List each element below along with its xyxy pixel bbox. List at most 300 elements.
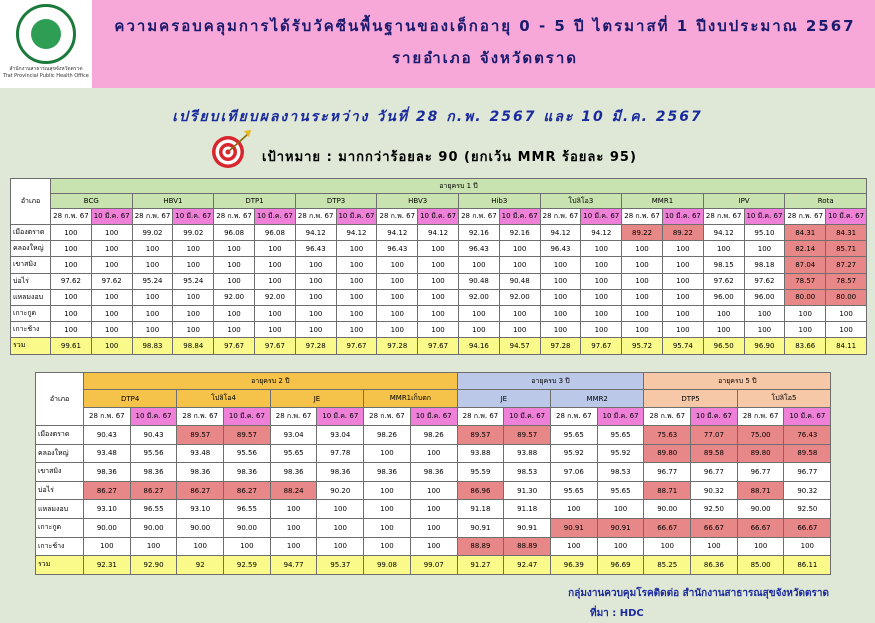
district-name: บ่อไร่	[36, 481, 84, 500]
vaccine-header: MMR1	[622, 194, 704, 209]
coverage-value: 86.27	[177, 481, 224, 500]
coverage-value: 85.25	[644, 556, 691, 575]
coverage-value: 90.91	[597, 518, 644, 537]
coverage-value: 96.43	[540, 241, 581, 257]
coverage-value: 100	[91, 305, 132, 321]
coverage-value: 100	[364, 444, 411, 463]
coverage-value: 95.59	[457, 463, 504, 482]
vaccine-header: MMR1เก็บตก	[364, 390, 457, 408]
coverage-value: 100	[410, 537, 457, 556]
coverage-value: 100	[132, 322, 173, 338]
coverage-value: 89.57	[224, 426, 271, 445]
coverage-value: 100	[214, 273, 255, 289]
date-header: 10 มี.ค. 67	[224, 408, 271, 426]
coverage-value: 100	[214, 241, 255, 257]
coverage-value: 92.00	[254, 289, 295, 305]
coverage-value: 97.28	[540, 338, 581, 354]
footer-department: กลุ่มงานควบคุมโรคติดต่อ สำนักงานสาธารณสุขจังหวัดตราด	[568, 588, 829, 599]
coverage-value: 100	[364, 500, 411, 519]
coverage-value: 100	[132, 241, 173, 257]
table-row	[36, 500, 831, 519]
coverage-value: 91.27	[457, 556, 504, 575]
date-header: 10 มี.ค. 67	[130, 408, 177, 426]
coverage-value: 88.71	[644, 481, 691, 500]
coverage-value: 98.53	[504, 463, 551, 482]
coverage-value: 82.14	[785, 241, 826, 257]
coverage-value: 94.12	[581, 225, 622, 241]
date-header: 10 มี.ค. 67	[336, 209, 377, 225]
coverage-value: 91.30	[504, 481, 551, 500]
district-name: เกาะกูด	[36, 518, 84, 537]
table-age-1	[10, 178, 867, 355]
coverage-value: 86.11	[784, 556, 831, 575]
coverage-value: 97.67	[254, 338, 295, 354]
coverage-value: 92	[177, 556, 224, 575]
coverage-value: 96.43	[377, 241, 418, 257]
district-name: รวม	[11, 338, 51, 354]
coverage-value: 93.48	[84, 444, 131, 463]
coverage-value: 94.12	[336, 225, 377, 241]
coverage-value: 100	[132, 257, 173, 273]
coverage-value: 100	[336, 241, 377, 257]
coverage-value: 87.04	[785, 257, 826, 273]
coverage-value: 100	[173, 322, 214, 338]
date-header: 10 มี.ค. 67	[581, 209, 622, 225]
coverage-value: 100	[540, 273, 581, 289]
coverage-value: 97.78	[317, 444, 364, 463]
table-row	[36, 518, 831, 537]
coverage-value: 100	[458, 257, 499, 273]
coverage-value: 100	[785, 305, 826, 321]
coverage-value: 100	[51, 257, 92, 273]
coverage-value: 95.65	[597, 481, 644, 500]
coverage-value: 100	[130, 537, 177, 556]
date-header: 10 มี.ค. 67	[317, 408, 364, 426]
coverage-value: 90.91	[457, 518, 504, 537]
coverage-value: 100	[499, 305, 540, 321]
coverage-value: 100	[177, 537, 224, 556]
coverage-value: 98.83	[132, 338, 173, 354]
coverage-value: 92.31	[84, 556, 131, 575]
coverage-value: 100	[622, 289, 663, 305]
coverage-value: 100	[540, 305, 581, 321]
coverage-value: 97.62	[91, 273, 132, 289]
coverage-value: 100	[410, 481, 457, 500]
coverage-value: 95.56	[130, 444, 177, 463]
coverage-value: 100	[377, 289, 418, 305]
coverage-value: 92.59	[224, 556, 271, 575]
coverage-value: 95.37	[317, 556, 364, 575]
vaccine-header: โปลิโอ5	[737, 390, 830, 408]
date-header: 28 ก.พ. 67	[644, 408, 691, 426]
table-row	[36, 481, 831, 500]
coverage-value: 97.28	[295, 338, 336, 354]
coverage-value: 100	[214, 305, 255, 321]
coverage-value: 100	[737, 537, 784, 556]
vaccine-header: JE	[457, 390, 550, 408]
date-header: 10 มี.ค. 67	[597, 408, 644, 426]
coverage-value: 96.39	[550, 556, 597, 575]
coverage-value: 95.92	[550, 444, 597, 463]
coverage-value: 83.66	[785, 338, 826, 354]
date-header: 10 มี.ค. 67	[173, 209, 214, 225]
coverage-value: 100	[336, 273, 377, 289]
district-name: เขาสมิง	[36, 463, 84, 482]
coverage-value: 86.96	[457, 481, 504, 500]
vaccine-header: Hib3	[458, 194, 540, 209]
table-row	[36, 444, 831, 463]
date-header: 10 มี.ค. 67	[254, 209, 295, 225]
coverage-value: 100	[84, 537, 131, 556]
comparison-title: เปรียบเทียบผลงานระหว่าง วันที่ 28 ก.พ. 2567 และ 10 มี.ค. 2567	[172, 109, 703, 125]
coverage-value: 90.91	[550, 518, 597, 537]
coverage-value: 75.00	[737, 426, 784, 445]
coverage-value: 93.10	[84, 500, 131, 519]
coverage-value: 100	[377, 273, 418, 289]
coverage-value: 100	[132, 289, 173, 305]
coverage-value: 100	[91, 322, 132, 338]
table-age-2-3-5	[35, 372, 831, 575]
date-header: 28 ก.พ. 67	[177, 408, 224, 426]
coverage-value: 100	[254, 305, 295, 321]
coverage-value: 92.00	[214, 289, 255, 305]
district-name: เกาะกูด	[11, 305, 51, 321]
coverage-value: 86.27	[130, 481, 177, 500]
coverage-value: 100	[51, 225, 92, 241]
coverage-value: 94.12	[377, 225, 418, 241]
coverage-value: 98.36	[364, 463, 411, 482]
coverage-value: 100	[254, 241, 295, 257]
coverage-value: 100	[377, 257, 418, 273]
coverage-value: 90.00	[84, 518, 131, 537]
coverage-value: 98.26	[364, 426, 411, 445]
district-name: เมืองตราด	[11, 225, 51, 241]
coverage-value: 92.50	[691, 500, 738, 519]
coverage-value: 100	[377, 322, 418, 338]
coverage-value: 86.27	[84, 481, 131, 500]
logo-caption-en: Trat Provincial Public Health Office	[3, 73, 89, 79]
coverage-value: 100	[91, 225, 132, 241]
logo-seal	[16, 4, 76, 64]
age-group-header: อายุครบ 1 ปี	[51, 179, 867, 194]
coverage-value: 96.69	[597, 556, 644, 575]
coverage-value: 100	[132, 305, 173, 321]
coverage-value: 97.67	[581, 338, 622, 354]
coverage-value: 95.65	[550, 426, 597, 445]
coverage-value: 100	[499, 257, 540, 273]
coverage-value: 77.07	[691, 426, 738, 445]
coverage-value: 100	[364, 481, 411, 500]
coverage-value: 90.43	[84, 426, 131, 445]
coverage-value: 100	[270, 500, 317, 519]
date-header: 10 มี.ค. 67	[410, 408, 457, 426]
coverage-value: 100	[458, 322, 499, 338]
coverage-value: 100	[317, 518, 364, 537]
coverage-value: 100	[691, 537, 738, 556]
coverage-value: 80.00	[785, 289, 826, 305]
coverage-value: 100	[173, 305, 214, 321]
coverage-value: 100	[581, 273, 622, 289]
coverage-value: 100	[364, 518, 411, 537]
coverage-value: 92.16	[458, 225, 499, 241]
coverage-value: 87.27	[826, 257, 867, 273]
coverage-value: 100	[499, 241, 540, 257]
coverage-value: 89.22	[662, 225, 703, 241]
target-goal: เป้าหมาย : มากกว่าร้อยละ 90 (ยกเว้น MMR ร้อยละ 95)	[262, 150, 637, 165]
district-name: เขาสมิง	[11, 257, 51, 273]
coverage-value: 100	[418, 273, 459, 289]
coverage-value: 96.08	[254, 225, 295, 241]
vaccine-header: MMR2	[550, 390, 643, 408]
table-row	[36, 537, 831, 556]
district-name: เมืองตราด	[36, 426, 84, 445]
coverage-value: 100	[662, 257, 703, 273]
coverage-value: 95.65	[550, 481, 597, 500]
table-row	[11, 257, 867, 273]
coverage-value: 100	[744, 305, 785, 321]
date-header: 28 ก.พ. 67	[51, 209, 92, 225]
coverage-value: 100	[458, 305, 499, 321]
coverage-value: 100	[703, 241, 744, 257]
coverage-value: 92.00	[458, 289, 499, 305]
coverage-value: 100	[91, 289, 132, 305]
coverage-value: 84.11	[826, 338, 867, 354]
coverage-value: 90.91	[504, 518, 551, 537]
coverage-value: 95.92	[597, 444, 644, 463]
coverage-value: 97.62	[703, 273, 744, 289]
coverage-value: 98.36	[224, 463, 271, 482]
vaccine-header: DTP5	[644, 390, 737, 408]
coverage-value: 92.00	[499, 289, 540, 305]
coverage-value: 100	[336, 289, 377, 305]
coverage-value: 86.36	[691, 556, 738, 575]
coverage-value: 100	[295, 273, 336, 289]
coverage-value: 88.89	[457, 537, 504, 556]
district-header: อำเภอ	[36, 373, 84, 426]
coverage-value: 90.00	[224, 518, 271, 537]
coverage-value: 90.32	[784, 481, 831, 500]
coverage-value: 100	[744, 322, 785, 338]
table-row	[36, 556, 831, 575]
district-name: เกาะช้าง	[11, 322, 51, 338]
coverage-value: 100	[581, 289, 622, 305]
coverage-value: 66.67	[644, 518, 691, 537]
district-name: บ่อไร่	[11, 273, 51, 289]
coverage-value: 100	[410, 500, 457, 519]
coverage-value: 98.36	[317, 463, 364, 482]
logo-caption	[2, 66, 90, 80]
coverage-value: 100	[410, 444, 457, 463]
coverage-value: 99.02	[132, 225, 173, 241]
coverage-value: 94.12	[703, 225, 744, 241]
coverage-value: 78.57	[826, 273, 867, 289]
coverage-value: 100	[662, 289, 703, 305]
coverage-value: 95.56	[224, 444, 271, 463]
coverage-value: 92.16	[499, 225, 540, 241]
coverage-value: 66.67	[737, 518, 784, 537]
coverage-value: 96.43	[458, 241, 499, 257]
vaccine-header: JE	[270, 390, 363, 408]
vaccine-header: โปลิโอ4	[177, 390, 270, 408]
coverage-value: 85.00	[737, 556, 784, 575]
coverage-value: 84.31	[826, 225, 867, 241]
coverage-value: 96.77	[691, 463, 738, 482]
logo-caption-th: สำนักงานสาธารณสุขจังหวัดตราด	[9, 66, 83, 72]
date-header: 28 ก.พ. 67	[785, 209, 826, 225]
coverage-value: 99.02	[173, 225, 214, 241]
vaccine-header: DTP3	[295, 194, 377, 209]
coverage-value: 93.10	[177, 500, 224, 519]
coverage-value: 84.31	[785, 225, 826, 241]
district-name: เกาะช้าง	[36, 537, 84, 556]
coverage-value: 78.57	[785, 273, 826, 289]
coverage-value: 100	[254, 322, 295, 338]
coverage-value: 95.24	[173, 273, 214, 289]
coverage-value: 100	[336, 305, 377, 321]
coverage-value: 98.53	[597, 463, 644, 482]
coverage-value: 100	[826, 305, 867, 321]
coverage-value: 100	[51, 241, 92, 257]
table-row	[36, 463, 831, 482]
coverage-value: 96.00	[744, 289, 785, 305]
coverage-value: 100	[784, 537, 831, 556]
coverage-value: 100	[581, 322, 622, 338]
coverage-value: 90.48	[499, 273, 540, 289]
coverage-value: 90.00	[177, 518, 224, 537]
coverage-value: 89.80	[737, 444, 784, 463]
coverage-value: 96.50	[703, 338, 744, 354]
date-header: 28 ก.พ. 67	[364, 408, 411, 426]
date-header: 10 มี.ค. 67	[744, 209, 785, 225]
coverage-value: 89.22	[622, 225, 663, 241]
coverage-value: 93.88	[504, 444, 551, 463]
table-row	[11, 241, 867, 257]
coverage-value: 93.88	[457, 444, 504, 463]
coverage-value: 100	[662, 273, 703, 289]
coverage-value: 66.67	[691, 518, 738, 537]
table-row	[11, 338, 867, 354]
coverage-value: 100	[270, 518, 317, 537]
age-group-header: อายุครบ 5 ปี	[644, 373, 831, 390]
coverage-value: 89.80	[644, 444, 691, 463]
coverage-value: 100	[499, 322, 540, 338]
date-header: 10 มี.ค. 67	[418, 209, 459, 225]
coverage-value: 100	[336, 257, 377, 273]
coverage-value: 96.00	[703, 289, 744, 305]
coverage-value: 92.50	[784, 500, 831, 519]
coverage-value: 91.18	[457, 500, 504, 519]
table-row	[11, 289, 867, 305]
dartboard-icon	[210, 128, 252, 170]
coverage-value: 100	[51, 305, 92, 321]
coverage-value: 100	[540, 257, 581, 273]
coverage-value: 100	[317, 500, 364, 519]
coverage-value: 75.63	[644, 426, 691, 445]
coverage-value: 100	[91, 241, 132, 257]
coverage-value: 97.67	[214, 338, 255, 354]
coverage-value: 95.10	[744, 225, 785, 241]
coverage-value: 96.43	[295, 241, 336, 257]
coverage-value: 100	[540, 322, 581, 338]
coverage-value: 97.06	[550, 463, 597, 482]
coverage-value: 100	[703, 322, 744, 338]
date-header: 28 ก.พ. 67	[550, 408, 597, 426]
coverage-value: 100	[581, 305, 622, 321]
coverage-value: 98.36	[410, 463, 457, 482]
date-header: 28 ก.พ. 67	[703, 209, 744, 225]
coverage-value: 100	[270, 537, 317, 556]
district-name: แหลมงอบ	[36, 500, 84, 519]
coverage-value: 100	[254, 273, 295, 289]
coverage-value: 92.90	[130, 556, 177, 575]
vaccine-header: DTP1	[214, 194, 296, 209]
coverage-value: 96.77	[784, 463, 831, 482]
coverage-value: 85.71	[826, 241, 867, 257]
coverage-value: 94.12	[295, 225, 336, 241]
coverage-value: 100	[295, 322, 336, 338]
vaccine-header: BCG	[51, 194, 133, 209]
coverage-value: 89.58	[784, 444, 831, 463]
coverage-value: 98.36	[177, 463, 224, 482]
coverage-value: 100	[622, 241, 663, 257]
coverage-value: 100	[597, 500, 644, 519]
coverage-value: 100	[51, 289, 92, 305]
table-row	[36, 426, 831, 445]
coverage-value: 100	[91, 338, 132, 354]
date-header: 10 มี.ค. 67	[784, 408, 831, 426]
coverage-value: 95.24	[132, 273, 173, 289]
coverage-value: 99.61	[51, 338, 92, 354]
coverage-value: 100	[540, 289, 581, 305]
date-header: 28 ก.พ. 67	[737, 408, 784, 426]
logo	[0, 0, 92, 88]
coverage-value: 100	[295, 305, 336, 321]
coverage-value: 97.67	[336, 338, 377, 354]
coverage-value: 94.77	[270, 556, 317, 575]
coverage-value: 100	[224, 537, 271, 556]
coverage-value: 66.67	[784, 518, 831, 537]
coverage-value: 88.71	[737, 481, 784, 500]
coverage-value: 96.90	[744, 338, 785, 354]
coverage-value: 89.57	[177, 426, 224, 445]
coverage-value: 90.00	[737, 500, 784, 519]
coverage-value: 94.12	[418, 225, 459, 241]
coverage-value: 76.43	[784, 426, 831, 445]
date-header: 10 มี.ค. 67	[662, 209, 703, 225]
vaccine-header: Rota	[785, 194, 867, 209]
district-name: คลองใหญ่	[36, 444, 84, 463]
coverage-value: 100	[91, 257, 132, 273]
coverage-value: 100	[173, 241, 214, 257]
coverage-value: 100	[622, 257, 663, 273]
district-name: แหลมงอบ	[11, 289, 51, 305]
coverage-value: 95.72	[622, 338, 663, 354]
table-row	[11, 305, 867, 321]
coverage-value: 100	[295, 257, 336, 273]
coverage-value: 98.26	[410, 426, 457, 445]
coverage-value: 90.43	[130, 426, 177, 445]
coverage-value: 94.16	[458, 338, 499, 354]
coverage-value: 94.12	[540, 225, 581, 241]
coverage-value: 91.18	[504, 500, 551, 519]
date-header: 28 ก.พ. 67	[295, 209, 336, 225]
coverage-value: 89.57	[504, 426, 551, 445]
date-header: 28 ก.พ. 67	[458, 209, 499, 225]
coverage-value: 89.58	[691, 444, 738, 463]
date-header: 28 ก.พ. 67	[84, 408, 131, 426]
coverage-value: 98.36	[270, 463, 317, 482]
coverage-value: 100	[214, 322, 255, 338]
